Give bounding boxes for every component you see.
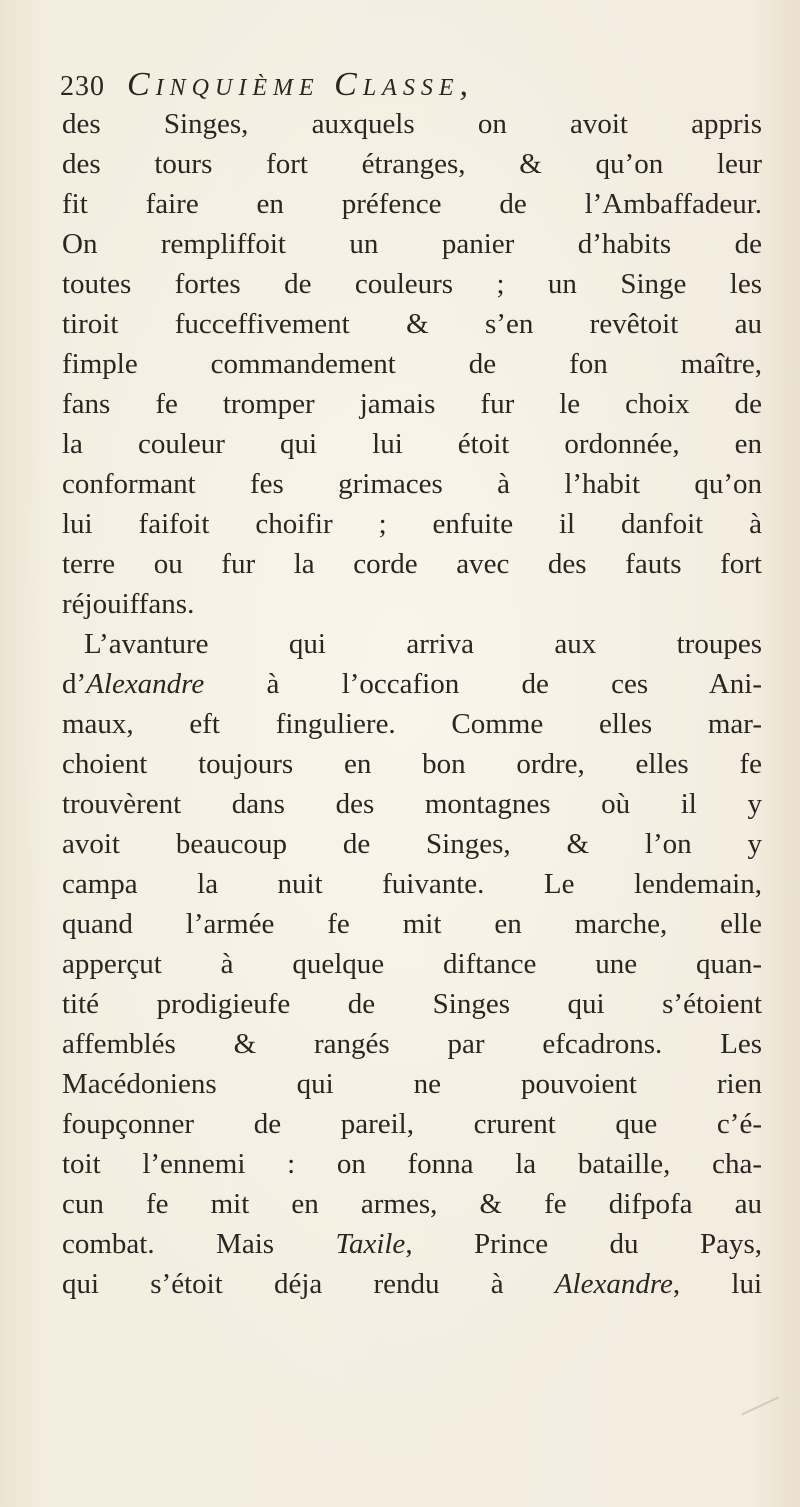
text-run: des Singes, auxquels on avoit appris [62, 108, 762, 140]
text-run: des tours fort étranges, & qu’on leur [62, 148, 762, 180]
text-line [62, 264, 762, 304]
text-run: tité prodigieufe de Singes qui s’étoient [62, 988, 762, 1020]
italic-name: Alexandre [554, 1268, 673, 1300]
text-run: On rempliffoit un panier d’habits de [62, 228, 762, 260]
text-run: réjouiffans. [62, 588, 195, 620]
text-run: lui faifoit choifir ; enfuite il danfoit à [62, 508, 762, 540]
italic-name: Alexandre [86, 668, 205, 700]
text-line [62, 1144, 762, 1184]
text-run: quand l’armée fe mit en marche, elle [62, 908, 762, 940]
text-line [62, 1024, 762, 1064]
page-header [60, 66, 790, 106]
text-run: cun fe mit en armes, & fe difpofa au [62, 1188, 762, 1220]
body-text [62, 104, 762, 1304]
text-line [62, 704, 762, 744]
text-line [62, 184, 762, 224]
text-run: , Prince du Pays, [405, 1228, 762, 1260]
text-run: affemblés & rangés par efcadrons. Les [62, 1028, 762, 1060]
text-run: trouvèrent dans des montagnes où il y [62, 788, 762, 820]
italic-name: Taxile [335, 1228, 406, 1260]
text-line [62, 984, 762, 1024]
text-line [62, 1104, 762, 1144]
text-line [62, 104, 762, 144]
text-line [62, 944, 762, 984]
text-line [62, 224, 762, 264]
text-run: toit l’ennemi : on fonna la bataille, cha- [62, 1148, 762, 1180]
text-run: conformant fes grimaces à l’habit qu’on [62, 468, 762, 500]
text-run: à l’occafion de ces Ani- [204, 668, 762, 700]
text-run: fit faire en préfence de l’Ambaffadeur. [62, 188, 762, 220]
text-run: la couleur qui lui étoit ordonnée, en [62, 428, 762, 460]
text-run: campa la nuit fuivante. Le lendemain, [62, 868, 762, 900]
text-line [62, 664, 762, 704]
text-line [62, 304, 762, 344]
text-run: qui s’étoit déja rendu à [62, 1268, 555, 1300]
text-line [62, 904, 762, 944]
text-line [62, 1264, 762, 1304]
text-run: L’avanture qui arriva aux troupes [84, 628, 762, 660]
text-line [62, 344, 762, 384]
running-title: Cinquième Classe, [127, 66, 474, 103]
text-line [62, 384, 762, 424]
text-line [62, 824, 762, 864]
text-line [62, 1184, 762, 1224]
text-run: , lui [672, 1268, 762, 1300]
text-line [62, 144, 762, 184]
page-number: 230 [60, 71, 105, 102]
text-run: foupçonner de pareil, crurent que c’é- [62, 1108, 762, 1140]
text-run: combat. Mais [62, 1228, 336, 1260]
text-run: maux, eft finguliere. Comme elles mar- [62, 708, 762, 740]
text-line [62, 544, 762, 584]
text-line [62, 424, 762, 464]
text-line [62, 744, 762, 784]
text-run: choient toujours en bon ordre, elles fe [62, 748, 762, 780]
text-line [62, 1224, 762, 1264]
text-run: avoit beaucoup de Singes, & l’on y [62, 828, 762, 860]
text-run: tiroit fucceffivement & s’en revêtoit au [62, 308, 762, 340]
text-line [62, 584, 762, 624]
text-line [62, 504, 762, 544]
text-line [62, 784, 762, 824]
text-line [62, 1064, 762, 1104]
text-run: d’ [62, 668, 87, 700]
text-run: apperçut à quelque diftance une quan- [62, 948, 762, 980]
text-run: toutes fortes de couleurs ; un Singe les [62, 268, 762, 300]
text-run: terre ou fur la corde avec des fauts fort [62, 548, 762, 580]
text-run: fans fe tromper jamais fur le choix de [62, 388, 762, 420]
text-run: Macédoniens qui ne pouvoient rien [62, 1068, 762, 1100]
text-run: fimple commandement de fon maître, [62, 348, 762, 380]
text-line [62, 624, 762, 664]
text-line [62, 864, 762, 904]
paper-mark [741, 1397, 778, 1416]
text-line [62, 464, 762, 504]
